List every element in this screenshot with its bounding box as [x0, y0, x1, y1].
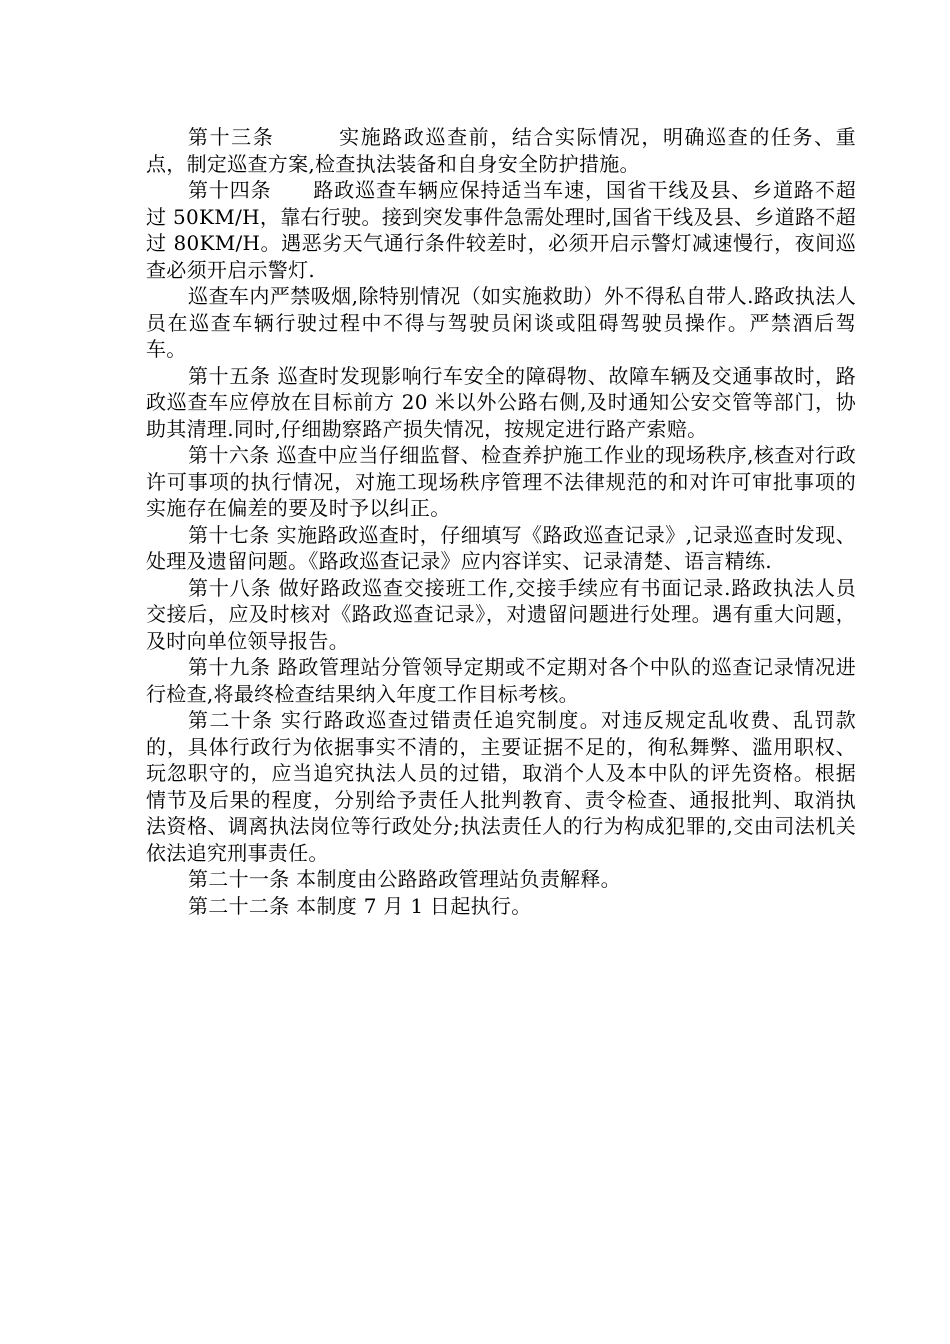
article-21-paragraph: 第二十一条 本制度由公路路政管理站负责解释。 [188, 867, 621, 891]
article-15-paragraph: 第十五条 巡查时发现影响行车安全的障碍物、故障车辆及交通事故时，路政巡查车应停放在目标前方 20 米以外公路右侧,及时通知公安交管等部门，协助其清理.同时,仔细勘察路产损失情况，按规定进行路产索赔。 [146, 363, 856, 441]
article-19-paragraph: 第十九条 路政管理站分管领导定期或不定期对各个中队的巡查记录情况进行检查,将最终检查结果纳入年度工作目标考核。 [146, 655, 856, 706]
article-14-paragraph: 第十四条 路政巡查车辆应保持适当车速，国省干线及县、乡道路不超过 50KM/H，靠右行驶。接到突发事件急需处理时,国省干线及县、乡道路不超过 80KM/H。遇恶劣天气通行条件较差时，必须开启示警灯减速慢行，夜间巡查必须开启示警灯. [146, 178, 856, 282]
patrol-vehicle-rules-paragraph: 巡查车内严禁吸烟,除特别情况（如实施救助）外不得私自带人.路政执法人员在巡查车辆行驶过程中不得与驾驶员闲谈或阻碍驾驶员操作。严禁酒后驾车。 [146, 284, 856, 361]
article-17-paragraph: 第十七条 实施路政巡查时，仔细填写《路政巡查记录》,记录巡查时发现、处理及遗留问题。《路政巡查记录》应内容详实、记录清楚、语言精练. [146, 522, 856, 573]
article-20-paragraph: 第二十条 实行路政巡查过错责任追究制度。对违反规定乱收费、乱罚款的，具体行政行为依据事实不清的，主要证据不足的，徇私舞弊、滥用职权、玩忽职守的，应当追究执法人员的过错，取消个人及本中队的评先资格。根据情节及后果的程度，分别给予责任人批判教育、责令检查、通报批判、取消执法资格、调离执法岗位等行政处分;执法责任人的行为构成犯罪的,交由司法机关依法追究刑事责任。 [146, 708, 856, 865]
document-body [146, 124, 856, 919]
article-22-paragraph: 第二十二条 本制度 7 月 1 日起执行。 [188, 893, 532, 918]
article-18-paragraph: 第十八条 做好路政巡查交接班工作,交接手续应有书面记录.路政执法人员交接后，应及时核对《路政巡查记录》，对遗留问题进行处理。遇有重大问题，及时向单位领导报告。 [146, 575, 856, 653]
article-13-paragraph: 第十三条 实施路政巡查前，结合实际情况，明确巡查的任务、重点，制定巡查方案,检查执法装备和自身安全防护措施。 [146, 125, 856, 176]
article-16-paragraph: 第十六条 巡查中应当仔细监督、检查养护施工作业的现场秩序,核查对行政许可事项的执行情况，对施工现场秩序管理不法律规范的和对许可审批事项的实施存在偏差的要及时予以纠正。 [146, 443, 856, 520]
